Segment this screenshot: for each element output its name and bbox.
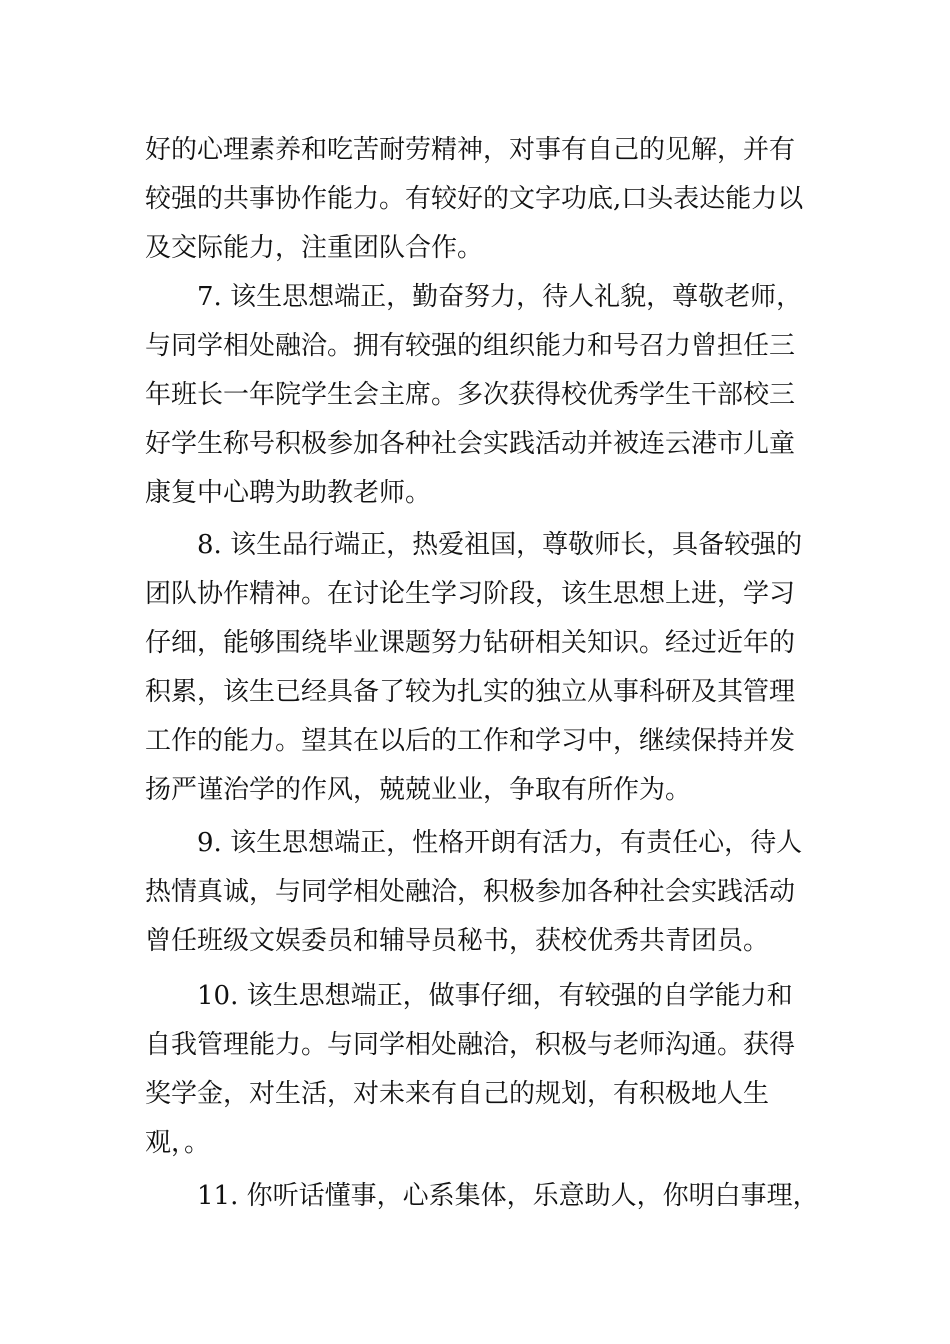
text-line: 热情真诚，与同学相处融洽，积极参加各种社会实践活动	[145, 877, 796, 907]
text-line: 康复中心聘为助教老师。	[145, 478, 432, 508]
text-line: 曾任班级文娱委员和辅导员秘书，获校优秀共青团员。	[145, 926, 770, 956]
text-line: 自我管理能力。与同学相处融洽，积极与老师沟通。获得	[145, 1030, 796, 1060]
text-line: 及交际能力，注重团队合作。	[145, 233, 484, 263]
text-line: 奖学金，对生活，对未来有自己的规划，有积极地人生	[145, 1079, 770, 1109]
list-item-9-start: 9. 该生思想端正，性格开朗有活力，有责任心，待人	[197, 828, 803, 858]
list-item-7-start: 7. 该生思想端正，勤奋努力，待人礼貌，尊敬老师，	[197, 282, 803, 312]
text-line: 较强的共事协作能力。有较好的文字功底,口头表达能力以	[145, 184, 804, 214]
text-line: 好学生称号积极参加各种社会实践活动并被连云港市儿童	[145, 429, 796, 459]
text-line: 好的心理素养和吃苦耐劳精神，对事有自己的见解，并有	[145, 135, 796, 165]
list-item-11-start: 11. 你听话懂事，心系集体，乐意助人，你明白事理，	[197, 1181, 819, 1211]
text-line: 与同学相处融洽。拥有较强的组织能力和号召力曾担任三	[145, 331, 796, 361]
text-line: 仔细，能够围绕毕业课题努力钻研相关知识。经过近年的	[145, 628, 796, 658]
text-line: 积累，该生已经具备了较为扎实的独立从事科研及其管理	[145, 677, 796, 707]
text-line: 团队协作精神。在讨论生学习阶段，该生思想上进，学习	[145, 579, 796, 609]
list-item-8-start: 8. 该生品行端正，热爱祖国，尊敬师长，具备较强的	[197, 530, 803, 560]
text-line: 观，。	[145, 1128, 211, 1158]
list-item-10-start: 10. 该生思想端正，做事仔细，有较强的自学能力和	[197, 981, 793, 1011]
text-line: 年班长一年院学生会主席。多次获得校优秀学生干部校三	[145, 380, 796, 410]
text-line: 工作的能力。望其在以后的工作和学习中，继续保持并发	[145, 726, 796, 756]
text-line: 扬严谨治学的作风，兢兢业业，争取有所作为。	[145, 775, 692, 805]
